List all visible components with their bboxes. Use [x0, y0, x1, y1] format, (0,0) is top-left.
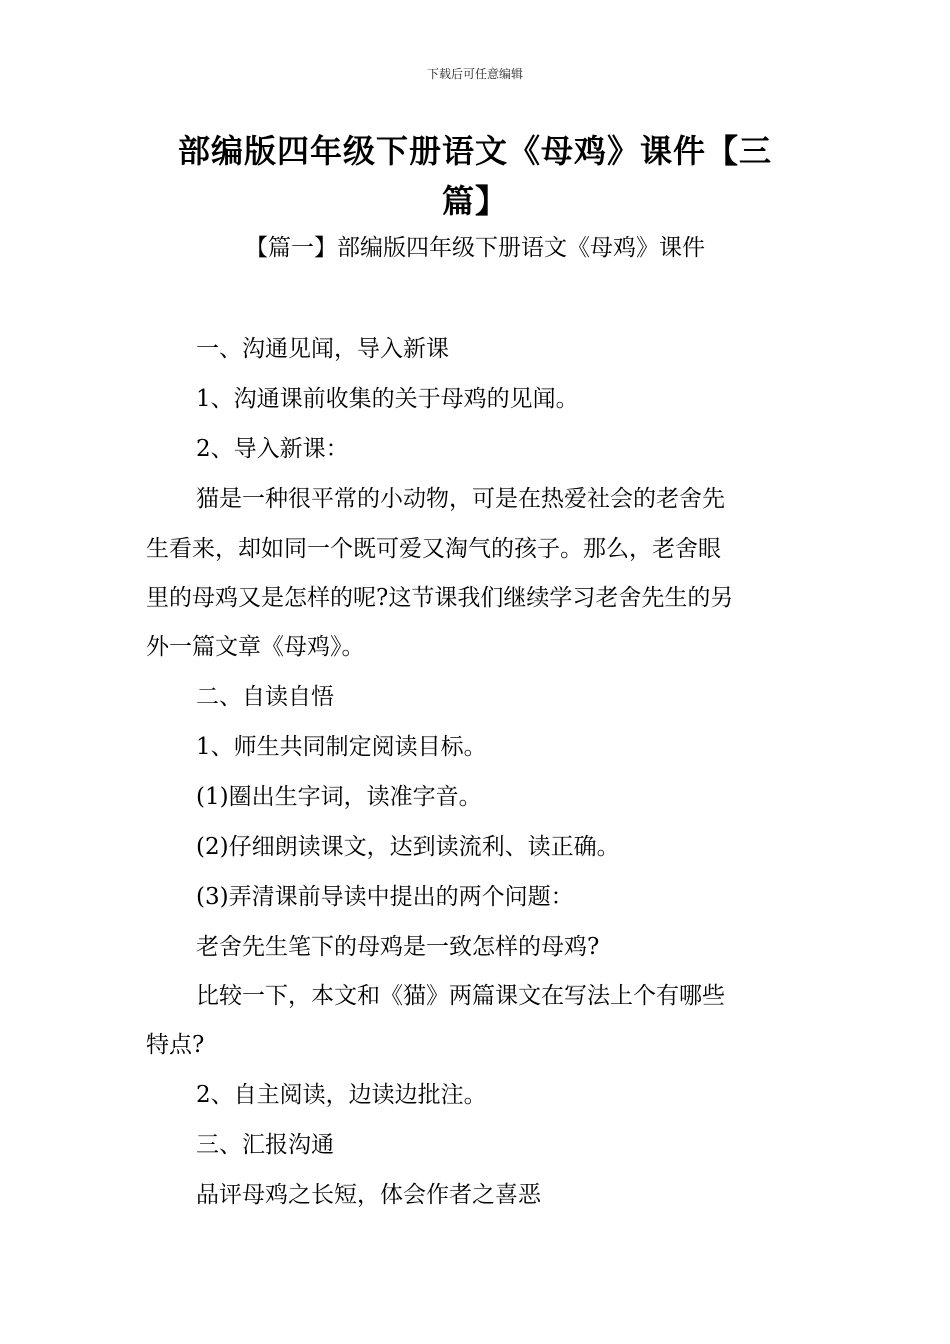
list-item: (2)仔细朗读课文，达到读流利、读正确。	[196, 834, 620, 860]
paragraph-line: 猫是一种很平常的小动物，可是在热爱社会的老舍先	[196, 486, 725, 512]
list-item: (3)弄清课前导读中提出的两个问题：	[196, 884, 574, 910]
body-line: 1、师生共同制定阅读目标。	[196, 734, 487, 760]
heading-section-1: 一、沟通见闻，导入新课	[196, 336, 449, 362]
heading-section-2: 二、自读自悟	[196, 684, 334, 710]
document-title	[150, 126, 800, 226]
body-line: 2、自主阅读，边读边批注。	[196, 1082, 487, 1108]
paragraph-line: 里的母鸡又是怎样的呢?这节课我们继续学习老舍先生的另	[146, 585, 734, 611]
document-title-line-1: 部编版四年级下册语文《母鸡》课件【三	[177, 132, 772, 170]
document-title-line-2: 篇】	[441, 182, 508, 220]
list-item: (1)圈出生字词，读准字音。	[196, 784, 482, 810]
body-line: 老舍先生笔下的母鸡是一致怎样的母鸡?	[196, 934, 600, 960]
body-line: 1、沟通课前收集的关于母鸡的见闻。	[196, 386, 579, 412]
paragraph-line: 比较一下，本文和《猫》两篇课文在写法上个有哪些	[196, 983, 725, 1009]
header-note: 下载后可任意编辑	[426, 67, 523, 81]
body-line: 2、导入新课：	[196, 436, 349, 462]
paragraph-line: 生看来，却如同一个既可爱又淘气的孩子。那么，老舍眼	[146, 536, 721, 562]
paragraph-line: 外一篇文章《母鸡》。	[146, 634, 365, 660]
section-subtitle: 【篇一】部编版四年级下册语文《母鸡》课件	[245, 235, 705, 261]
body-line: 品评母鸡之长短，体会作者之喜恶	[196, 1182, 541, 1208]
heading-section-3: 三、汇报沟通	[196, 1132, 334, 1158]
paragraph-line: 特点?	[146, 1032, 205, 1058]
